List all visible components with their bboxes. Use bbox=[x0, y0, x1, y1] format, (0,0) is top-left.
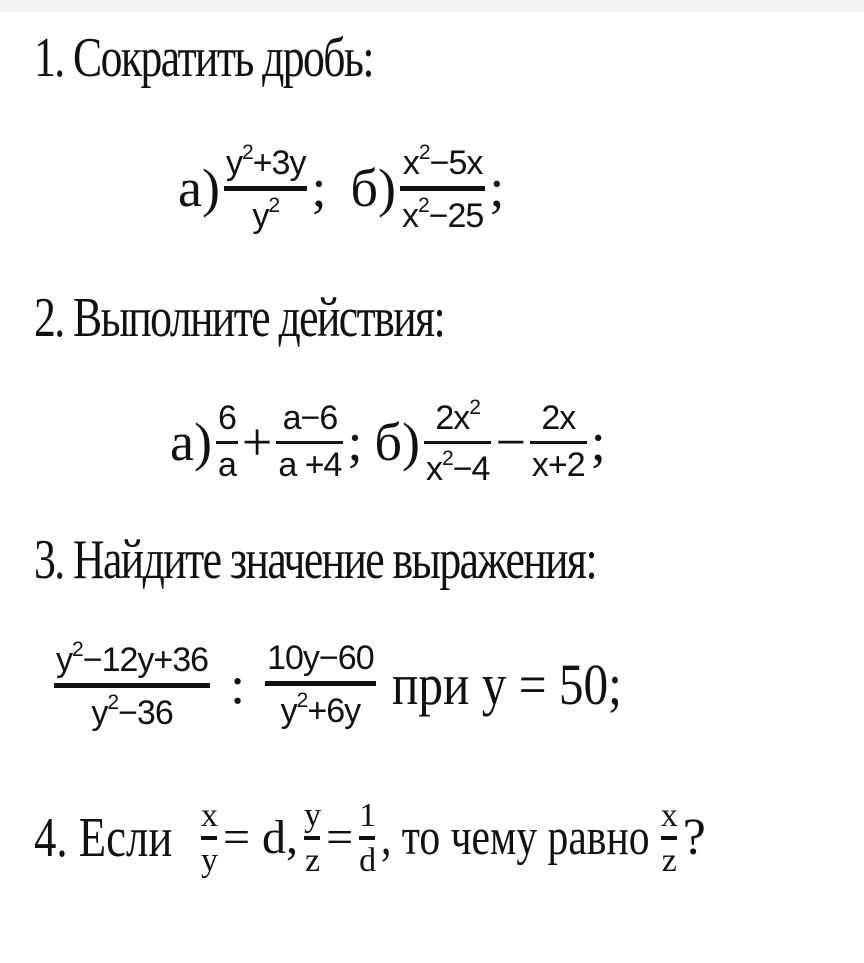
problem-1a-label: а) bbox=[178, 158, 220, 218]
fraction-bar bbox=[530, 441, 587, 444]
fraction-bar bbox=[54, 683, 210, 688]
problem-2-expression bbox=[170, 372, 606, 512]
fraction-numerator: $2x^2$ bbox=[435, 396, 481, 438]
fraction-bar bbox=[276, 441, 343, 444]
separator: ; bbox=[347, 412, 363, 472]
separator: ; bbox=[489, 158, 505, 218]
fraction-bar bbox=[304, 836, 320, 840]
problem-4-label: 4. Если bbox=[34, 807, 173, 869]
fraction-bar bbox=[224, 186, 308, 191]
question-mark: ? bbox=[682, 809, 706, 866]
fraction-numerator: 1 bbox=[359, 796, 376, 834]
problem-2a-fraction-2 bbox=[276, 400, 343, 484]
problem-2b-label: б) bbox=[374, 412, 420, 472]
problem-2b-fraction-1 bbox=[424, 396, 492, 487]
fraction-bar bbox=[359, 836, 375, 840]
fraction-numerator: x bbox=[200, 796, 217, 834]
fraction-bar bbox=[265, 681, 376, 686]
equals-d: = d, bbox=[222, 811, 299, 864]
fraction-denominator: a bbox=[217, 445, 236, 484]
fraction-denominator: z bbox=[305, 842, 320, 879]
problem-4-question-text: , то чему равно bbox=[381, 809, 650, 866]
problem-1b-label: б) bbox=[350, 158, 396, 218]
fraction-numerator: $x^2-5x$ bbox=[402, 141, 483, 183]
problem-1-expression bbox=[178, 118, 504, 258]
problem-1-heading bbox=[34, 18, 373, 98]
fraction-denominator: $x^2-4$ bbox=[425, 446, 490, 488]
top-band bbox=[0, 0, 864, 12]
division-sign: : bbox=[230, 655, 246, 715]
problem-1-heading-text: 1. Сократить дробь: bbox=[34, 27, 373, 89]
problem-3-heading bbox=[34, 520, 596, 600]
plus-sign: + bbox=[241, 412, 273, 472]
problem-2a-fraction-1 bbox=[216, 400, 238, 484]
problem-2-heading-text: 2. Выполните действия: bbox=[34, 287, 445, 349]
equals-sign: = bbox=[326, 811, 354, 864]
problem-4-expression bbox=[34, 768, 706, 908]
problem-4-fraction-x-over-z bbox=[659, 797, 679, 880]
fraction-numerator: $y^2+3y$ bbox=[225, 141, 306, 183]
fraction-denominator: x+2 bbox=[531, 445, 585, 484]
fraction-denominator: y bbox=[200, 842, 217, 879]
fraction-numerator: x bbox=[660, 796, 677, 834]
fraction-denominator: d bbox=[359, 842, 376, 879]
problem-3-condition: при y = 50; bbox=[391, 652, 622, 717]
problem-2a-label: а) bbox=[170, 412, 212, 472]
problem-1a-fraction bbox=[224, 141, 308, 234]
fraction-bar bbox=[400, 186, 485, 191]
fraction-denominator: $y^2$ bbox=[252, 193, 280, 235]
fraction-denominator: z bbox=[661, 842, 676, 879]
fraction-numerator: 2x bbox=[541, 399, 576, 438]
fraction-denominator: $y^2-36$ bbox=[91, 690, 173, 732]
problem-1b-fraction bbox=[400, 141, 485, 234]
fraction-numerator: 6 bbox=[217, 399, 236, 438]
fraction-denominator: $x^2-25$ bbox=[401, 193, 484, 235]
fraction-bar bbox=[201, 836, 217, 840]
fraction-numerator: $y^2-12y+36$ bbox=[56, 638, 209, 680]
problem-3-fraction-2 bbox=[265, 640, 376, 730]
fraction-denominator: a +4 bbox=[278, 445, 342, 484]
problem-4-fraction-y-over-z bbox=[302, 797, 322, 880]
fraction-bar bbox=[216, 441, 238, 444]
problem-4-fraction-1-over-d bbox=[357, 797, 377, 880]
problem-4-fraction-x-over-y bbox=[199, 797, 219, 880]
problem-2b-fraction-2 bbox=[530, 400, 587, 484]
problem-3-heading-text: 3. Найдите значение выражения: bbox=[34, 529, 597, 591]
fraction-numerator: y bbox=[304, 796, 321, 834]
problem-3-fraction-1 bbox=[54, 638, 210, 731]
separator: ; bbox=[590, 412, 606, 472]
fraction-denominator: $y^2+6y$ bbox=[280, 688, 361, 730]
problem-2-heading bbox=[34, 278, 444, 358]
fraction-bar bbox=[424, 441, 492, 444]
separator: ; bbox=[311, 158, 327, 218]
fraction-numerator: 10y−60 bbox=[267, 639, 374, 678]
fraction-bar bbox=[661, 836, 677, 840]
minus-sign: − bbox=[495, 412, 526, 472]
fraction-numerator: a−6 bbox=[282, 399, 338, 438]
problem-3-expression bbox=[50, 610, 662, 760]
